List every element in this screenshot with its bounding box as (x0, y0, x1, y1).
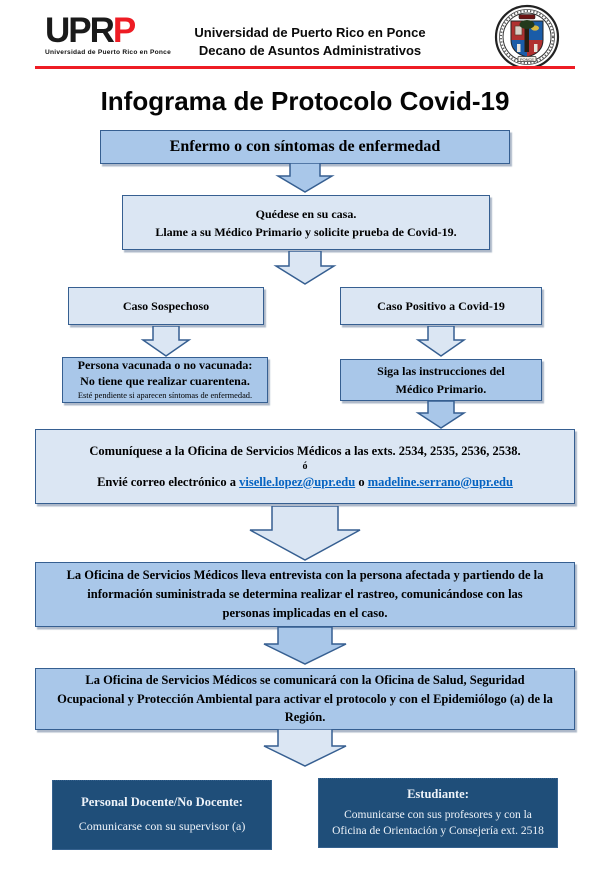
flow-box-suspect-case-label: Caso Sospechoso (122, 299, 210, 313)
flow-box-follow-line1: Siga las instrucciones del (377, 364, 505, 378)
flow-contact-line3-prefix: Envié correo electrónico a (97, 474, 237, 489)
flow-contact-line3 (97, 473, 513, 492)
flow-box-vaccinated-note: Esté pendiente si aparecen síntomas de enfermedad. (77, 390, 253, 400)
down-arrow-icon (140, 326, 192, 358)
header-institution-name: Universidad de Puerto Rico en Ponce (194, 25, 426, 40)
flow-box-notify-osha (35, 668, 575, 730)
flow-box-student-body (332, 807, 544, 839)
uprp-logo-caption: Universidad de Puerto Rico en Ponce (45, 48, 172, 56)
header-department-name: Decano de Asuntos Administrativos (198, 43, 422, 59)
seal-tree-canopy (520, 20, 535, 29)
down-arrow-icon (261, 729, 349, 768)
flow-box-staff-body: Comunicarse con su supervisor (a) (78, 818, 246, 833)
email-link-madeline[interactable]: madeline.serrano@upr.edu (367, 474, 513, 489)
flow-box-student-body-line2: Oficina de Orientación y Consejería ext. 2518 (332, 825, 544, 837)
uprp-logo-acronym-red: P (112, 11, 135, 50)
down-arrow-icon (275, 163, 335, 194)
flow-contact-line3-sep: o (358, 474, 365, 489)
uprp-seal-icon (494, 4, 560, 70)
down-arrow-icon (247, 506, 363, 562)
page-title: Infograma de Protocolo Covid-19 (100, 86, 510, 116)
header-institution-block (155, 24, 465, 60)
flow-box-follow-line2: Médico Primario. (395, 382, 487, 396)
flow-box-contact-medical-office (35, 429, 575, 504)
flow-box-start (100, 130, 510, 164)
flow-box-stay-home-line2: Llame a su Médico Primario y solicite prueba de Covid-19. (155, 224, 457, 239)
uprp-logo-acronym-black: UPR (45, 11, 113, 50)
flow-box-student-title: Estudiante: (407, 786, 469, 801)
seal-top-banner (519, 15, 535, 20)
flow-box-positive-case-label: Caso Positivo a Covid-19 (377, 299, 505, 313)
flow-box-vaccinated-line1: Persona vacunada o no vacunada: (77, 358, 253, 373)
seal-tree-trunk (525, 26, 530, 52)
flow-contact-or: ó (302, 460, 308, 472)
flow-box-stay-home-line1: Quédese en su casa. (255, 206, 357, 221)
down-arrow-icon (415, 326, 467, 358)
down-arrow-icon (261, 627, 349, 666)
flow-box-student (318, 778, 558, 848)
flow-box-positive-case (340, 287, 542, 325)
flow-box-start-label: Enfermo o con síntomas de enfermedad (169, 138, 441, 155)
flow-box-vaccinated-line2: No tiene que realizar cuarentena. (80, 374, 250, 389)
flow-box-notify-text: La Oficina de Servicios Médicos se comunicará con la Oficina de Salud, Seguridad Ocupacional y Protección Ambiental para activar el protocolo y con el Epidemiólogo (a) de la Región. (57, 672, 553, 725)
down-arrow-icon (415, 401, 467, 430)
flow-box-stay-home (122, 195, 490, 250)
flow-box-follow-instructions (340, 359, 542, 401)
flow-box-vaccinated (62, 357, 268, 403)
email-link-viselle[interactable]: viselle.lopez@upr.edu (239, 474, 356, 489)
flow-box-student-body-line1: Comunicarse con sus profesores y con la (344, 808, 532, 821)
flow-box-interview (35, 562, 575, 627)
flow-box-interview-text: La Oficina de Servicios Médicos lleva entrevista con la persona afectada y partiendo de la información suministrada se determina realizar el rastreo, comunicándose con las personas implicadas en el caso. (66, 568, 544, 620)
flow-box-staff-title: Personal Docente/No Docente: (81, 794, 243, 809)
header-divider-line (35, 66, 575, 69)
flow-contact-line1: Comuníquese a la Oficina de Servicios Médicos a las exts. 2534, 2535, 2536, 2538. (89, 443, 521, 458)
down-arrow-icon (273, 251, 337, 286)
flow-box-staff (52, 780, 272, 850)
flow-box-suspect-case (68, 287, 264, 325)
seal-caption: PONCE (519, 56, 535, 62)
